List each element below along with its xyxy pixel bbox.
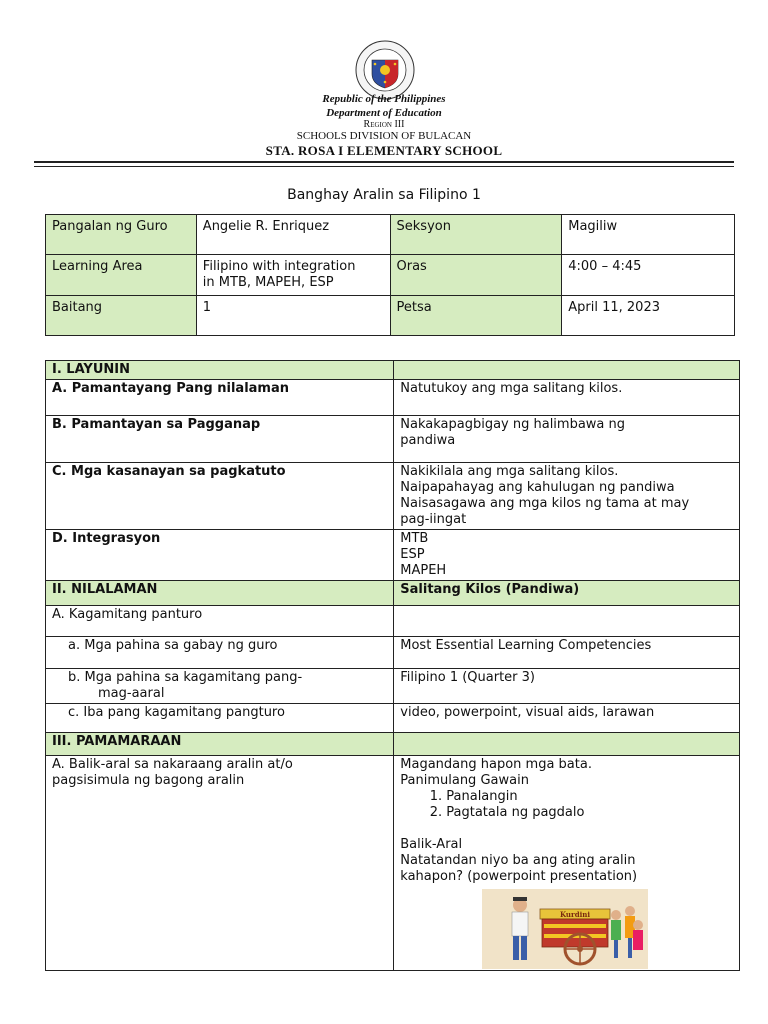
content-standard-value: Natutukoy ang mga salitang kilos. (394, 380, 740, 416)
nilalaman-value: Salitang Kilos (Pandiwa) (394, 581, 740, 606)
deped-seal-icon (355, 40, 415, 100)
region-line: Region III (363, 119, 405, 130)
info-table (45, 214, 735, 336)
teacher-label: Pangalan ng Guro (46, 215, 197, 255)
label-line: mag-aaral (98, 686, 165, 701)
grade-value: 1 (196, 296, 390, 336)
school-name: STA. ROSA I ELEMENTARY SCHOOL (265, 143, 503, 158)
learner-material-label (46, 669, 394, 704)
pamamaraan-heading: III. PAMAMARAAN (46, 733, 394, 756)
time-label: Oras (390, 255, 562, 296)
cart-sign: Kurdini (560, 910, 591, 919)
republic-line: Republic of the Philippines (322, 93, 446, 105)
list-item: 2. Pagtatala ng pagdalo (446, 805, 733, 821)
list-item: 1. Panalangin (446, 789, 733, 805)
layunin-heading-blank (394, 361, 740, 380)
question-line: kahapon? (powerpoint presentation) (400, 869, 638, 884)
area-label: Learning Area (46, 255, 197, 296)
table-row (46, 416, 740, 463)
date-label: Petsa (390, 296, 562, 336)
competencies-value (394, 463, 740, 530)
value-line: ESP (400, 547, 425, 562)
greeting-text: Magandang hapon mga bata. (400, 757, 592, 772)
section-label: Seksyon (390, 215, 562, 255)
review-value (394, 756, 740, 971)
label-line: pagsisimula ng bagong aralin (52, 773, 245, 788)
value-line: MAPEH (400, 563, 447, 578)
pamamaraan-heading-blank (394, 733, 740, 756)
time-value: 4:00 – 4:45 (562, 255, 735, 296)
area-value-line: in MTB, MAPEH, ESP (202, 275, 334, 290)
materials-blank (394, 606, 740, 637)
teacher-value: Angelie R. Enriquez (196, 215, 390, 255)
lesson-plan-table (45, 360, 740, 971)
label-line: A. Balik-aral sa nakaraang aralin at/o (52, 757, 293, 772)
value-line: MTB (400, 531, 429, 546)
area-value-line: Filipino with integration (202, 259, 356, 274)
table-row (46, 361, 740, 380)
performance-standard-label: B. Pamantayan sa Pagganap (46, 416, 394, 463)
table-row (46, 756, 740, 971)
area-value (196, 255, 390, 296)
section-value: Magiliw (562, 215, 735, 255)
info-row (46, 296, 735, 336)
table-row (46, 530, 740, 581)
header-rule-thin (34, 166, 734, 167)
panimula-text: Panimulang Gawain (400, 773, 529, 788)
nilalaman-heading: II. NILALAMAN (46, 581, 394, 606)
materials-label: A. Kagamitang panturo (46, 606, 394, 637)
balik-aral-text: Balik-Aral (400, 837, 463, 852)
integration-label: D. Integrasyon (46, 530, 394, 581)
date-value: April 11, 2023 (562, 296, 735, 336)
content-standard-label: A. Pamantayang Pang nilalaman (46, 380, 394, 416)
performance-standard-value (394, 416, 740, 463)
info-row (46, 215, 735, 255)
opening-steps-list (400, 789, 733, 821)
value-line: Naipapahayag ang kahulugan ng pandiwa (400, 480, 675, 495)
value-line: Naisasagawa ang mga kilos ng tama at may (400, 496, 690, 511)
table-row (46, 380, 740, 416)
table-row (46, 669, 740, 704)
teacher-guide-label: a. Mga pahina sa gabay ng guro (46, 637, 394, 669)
division-line: SCHOOLS DIVISION OF BULACAN (296, 130, 472, 142)
table-row (46, 733, 740, 756)
department-line: Department of Education (326, 107, 442, 119)
table-row (46, 581, 740, 606)
other-materials-value: video, powerpoint, visual aids, larawan (394, 704, 740, 733)
teacher-guide-value: Most Essential Learning Competencies (394, 637, 740, 669)
integration-value (394, 530, 740, 581)
question-line: Natatandan niyo ba ang ating aralin (400, 853, 636, 868)
table-row (46, 606, 740, 637)
other-materials-label: c. Iba pang kagamitang pangturo (46, 704, 394, 733)
value-line: pandiwa (400, 433, 456, 448)
table-row (46, 637, 740, 669)
value-line: Nakikilala ang mga salitang kilos. (400, 464, 619, 479)
info-row (46, 255, 735, 296)
layunin-heading: I. LAYUNIN (46, 361, 394, 380)
document-title: Banghay Aralin sa Filipino 1 (287, 187, 481, 203)
label-line: b. Mga pahina sa kagamitang pang- (68, 670, 303, 685)
value-line: Nakakapagbigay ng halimbawa ng (400, 417, 626, 432)
header-rule-thick (34, 161, 734, 163)
vendor-cart-illustration (482, 889, 648, 969)
competencies-label: C. Mga kasanayan sa pagkatuto (46, 463, 394, 530)
review-label (46, 756, 394, 971)
table-row (46, 463, 740, 530)
value-line: pag-iingat (400, 512, 467, 527)
learner-material-value: Filipino 1 (Quarter 3) (394, 669, 740, 704)
grade-label: Baitang (46, 296, 197, 336)
table-row (46, 704, 740, 733)
